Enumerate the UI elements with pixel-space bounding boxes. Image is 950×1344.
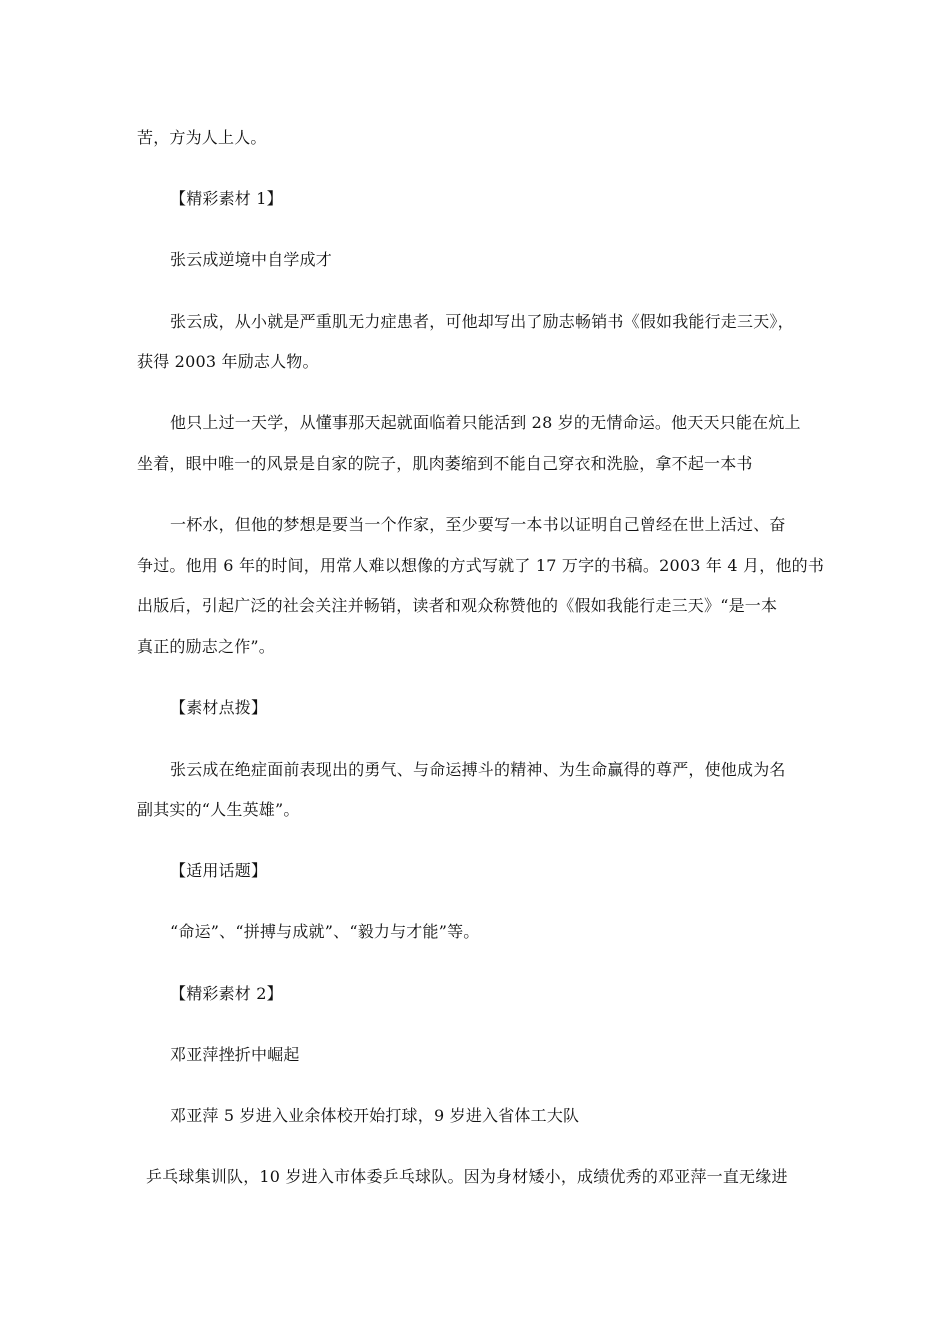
section-heading: 【精彩素材 1】 [170,189,283,208]
text-line: 争过。他用 6 年的时间，用常人难以想像的方式写就了 17 万字的书稿。2003 年 4 月，他的书 [137,556,825,575]
text-line: 真正的励志之作”。 [137,637,275,656]
text-line: “命运”、“拼搏与成就”、“毅力与才能”等。 [170,922,480,941]
section-heading: 【精彩素材 2】 [170,984,283,1003]
text-line: 坐着，眼中唯一的风景是自家的院子，肌肉萎缩到不能自己穿衣和洗脸，拿不起一本书 [137,454,753,473]
text-line: 乒乓球集训队，10 岁进入市体委乒乓球队。因为身材矮小，成绩优秀的邓亚萍一直无缘进 [146,1167,788,1186]
section-heading: 【素材点拨】 [170,698,268,717]
text-line: 张云成在绝症面前表现出的勇气、与命运搏斗的精神、为生命赢得的尊严，使他成为名 [170,760,786,779]
material-title: 张云成逆境中自学成才 [170,250,333,269]
text-line: 苦，方为人上人。 [137,128,267,147]
text-line: 张云成，从小就是严重肌无力症患者，可他却写出了励志畅销书《假如我能行走三天》， [170,312,794,331]
text-line: 副其实的“人生英雄”。 [137,800,300,819]
section-heading: 【适用话题】 [170,861,268,880]
text-line: 他只上过一天学，从懂事那天起就面临着只能活到 28 岁的无情命运。他天天只能在炕上 [170,413,801,432]
material-title: 邓亚萍挫折中崛起 [170,1045,300,1064]
text-line: 邓亚萍 5 岁进入业余体校开始打球，9 岁进入省体工大队 [170,1106,580,1125]
text-line: 出版后，引起广泛的社会关注并畅销，读者和观众称赞他的《假如我能行走三天》“是一本 [137,596,778,615]
text-line: 一杯水，但他的梦想是要当一个作家，至少要写一本书以证明自己曾经在世上活过、奋 [170,515,786,534]
text-line: 获得 2003 年励志人物。 [137,352,319,371]
